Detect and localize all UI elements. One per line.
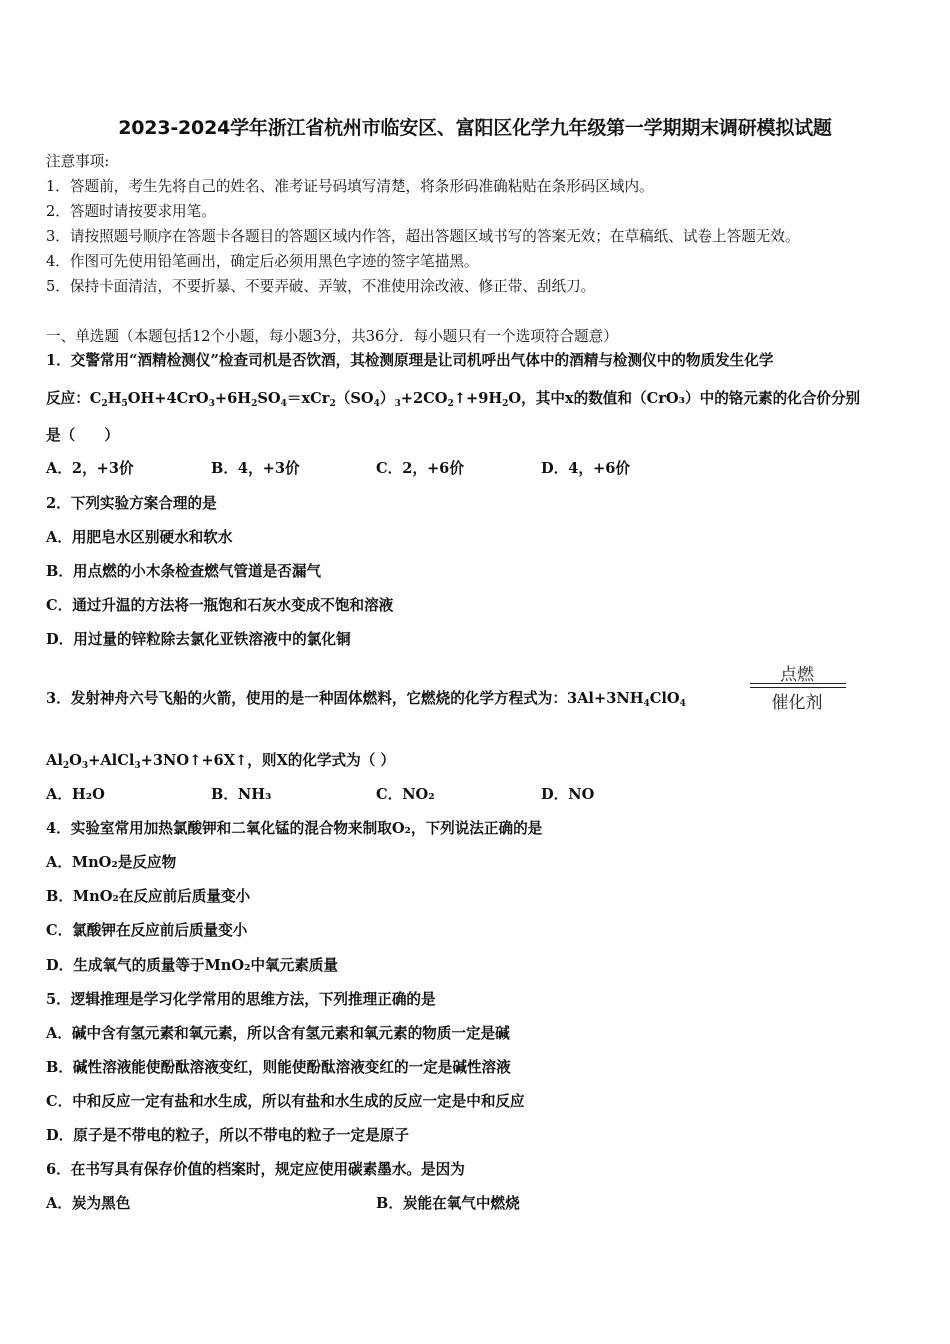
q5-option-a[interactable]: A．碱中含有氢元素和氧元素，所以含有氢元素和氧元素的物质一定是碱	[46, 1025, 510, 1042]
q5-option-d[interactable]: D．原子是不带电的粒子，所以不带电的粒子一定是原子	[46, 1127, 409, 1144]
notice-item: 2．答题时请按要求用笔。	[46, 203, 216, 220]
q4-option-c[interactable]: C．氯酸钾在反应前后质量变小	[46, 922, 248, 939]
reaction-condition	[748, 660, 846, 713]
q4-stem: 4．实验室常用加热氯酸钾和二氧化锰的混合物来制取O₂，下列说法正确的是	[46, 820, 543, 837]
q2-option-b[interactable]: B．用点燃的小木条检查燃气管道是否漏气	[46, 563, 322, 580]
notice-item: 4．作图可先使用铅笔画出，确定后必须用黑色字迹的签字笔描黑。	[46, 253, 479, 270]
q2-stem: 2．下列实验方案合理的是	[46, 495, 217, 512]
notice-item: 5．保持卡面清洁，不要折暴、不要弄破、弄皱，不准使用涂改液、修正带、刮纸刀。	[46, 278, 596, 295]
q1-stem-suffix: ，其中x的数值和（CrO₃）中的铬元素的化合价分别	[521, 390, 861, 407]
q3-option-c[interactable]: C．NO₂	[376, 786, 435, 803]
condition-ignite: 点燃	[780, 665, 814, 685]
condition-catalyst: 催化剂	[771, 693, 823, 713]
q4-option-b[interactable]: B．MnO₂在反应前后质量变小	[46, 888, 251, 905]
q3-option-d[interactable]: D．NO	[541, 786, 595, 803]
q1-stem-equation	[46, 389, 860, 409]
q1-stem: 1．交警常用“酒精检测仪”检查司机是否饮酒，其检测原理是让司机呼出气体中的酒精与检测仪中的物质发生化学	[46, 352, 774, 369]
q3-product-formula: $Al_2O_3+AlCl_3+3NO↑+6X↑$	[46, 752, 248, 771]
equals-bar	[750, 683, 846, 684]
q1-stem-prefix: 反应：	[46, 390, 90, 407]
q2-option-c[interactable]: C．通过升温的方法将一瓶饱和石灰水变成不饱和溶液	[46, 597, 394, 614]
page-title: 2023-2024学年浙江省杭州市临安区、富阳区化学九年级第一学期期末调研模拟试题	[118, 117, 832, 139]
q3-stem-text: 3．发射神舟六号飞船的火箭，使用的是一种固体燃料，它燃烧的化学方程式为：	[46, 690, 567, 707]
q1-option-d[interactable]: D．4，+6价	[541, 460, 630, 477]
q1-option-b[interactable]: B．4，+3价	[211, 460, 300, 477]
q5-option-b[interactable]: B．碱性溶液能使酚酞溶液变红，则能使酚酞溶液变红的一定是碱性溶液	[46, 1059, 511, 1076]
q3-products	[46, 751, 395, 771]
notice-item: 1．答题前，考生先将自己的姓名、准考证号码填写清楚，将条形码准确粘贴在条形码区域内。	[46, 178, 654, 195]
q1-stem-end: 是（ ）	[46, 427, 119, 444]
q1-equation: $C_2H_5OH+4CrO_3+6H_2SO_4=xCr_2(SO_4)_3+2CO_2↑+9H_2O$	[89, 390, 522, 409]
q4-option-d[interactable]: D．生成氧气的质量等于MnO₂中氧元素质量	[46, 957, 339, 974]
q3-stem-suffix: ，则X的化学式为（ ）	[247, 752, 396, 769]
q1-option-a[interactable]: A．2，+3价	[46, 460, 134, 477]
q6-option-a[interactable]: A．炭为黑色	[46, 1195, 131, 1212]
q1-option-c[interactable]: C．2，+6价	[376, 460, 464, 477]
notice-heading: 注意事项:	[46, 153, 110, 170]
q5-stem: 5．逻辑推理是学习化学常用的思维方法，下列推理正确的是	[46, 991, 436, 1008]
q6-option-b[interactable]: B．炭能在氧气中燃烧	[376, 1195, 520, 1212]
q3-option-b[interactable]: B．NH₃	[211, 786, 272, 803]
notice-item: 3．请按照题号顺序在答题卡各题目的答题区域内作答，超出答题区域书写的答案无效；在草稿纸、试卷上答题无效。	[46, 228, 800, 245]
q3-option-a[interactable]: A．H₂O	[46, 786, 105, 803]
section-heading: 一、单选题（本题包括12个小题，每小题3分，共36分．每小题只有一个选项符合题意）	[46, 328, 618, 345]
q2-option-d[interactable]: D．用过量的锌粒除去氯化亚铁溶液中的氯化铜	[46, 631, 351, 648]
q2-option-a[interactable]: A．用肥皂水区别硬水和软水	[46, 529, 233, 546]
q3-stem	[46, 689, 686, 709]
q6-stem: 6．在书写具有保存价值的档案时，规定应使用碳素墨水。是因为	[46, 1161, 465, 1178]
q4-option-a[interactable]: A．MnO₂是反应物	[46, 854, 177, 871]
q5-option-c[interactable]: C．中和反应一定有盐和水生成，所以有盐和水生成的反应一定是中和反应	[46, 1093, 525, 1110]
q3-reactants: $3Al+3NH_4ClO_4$	[566, 690, 686, 709]
